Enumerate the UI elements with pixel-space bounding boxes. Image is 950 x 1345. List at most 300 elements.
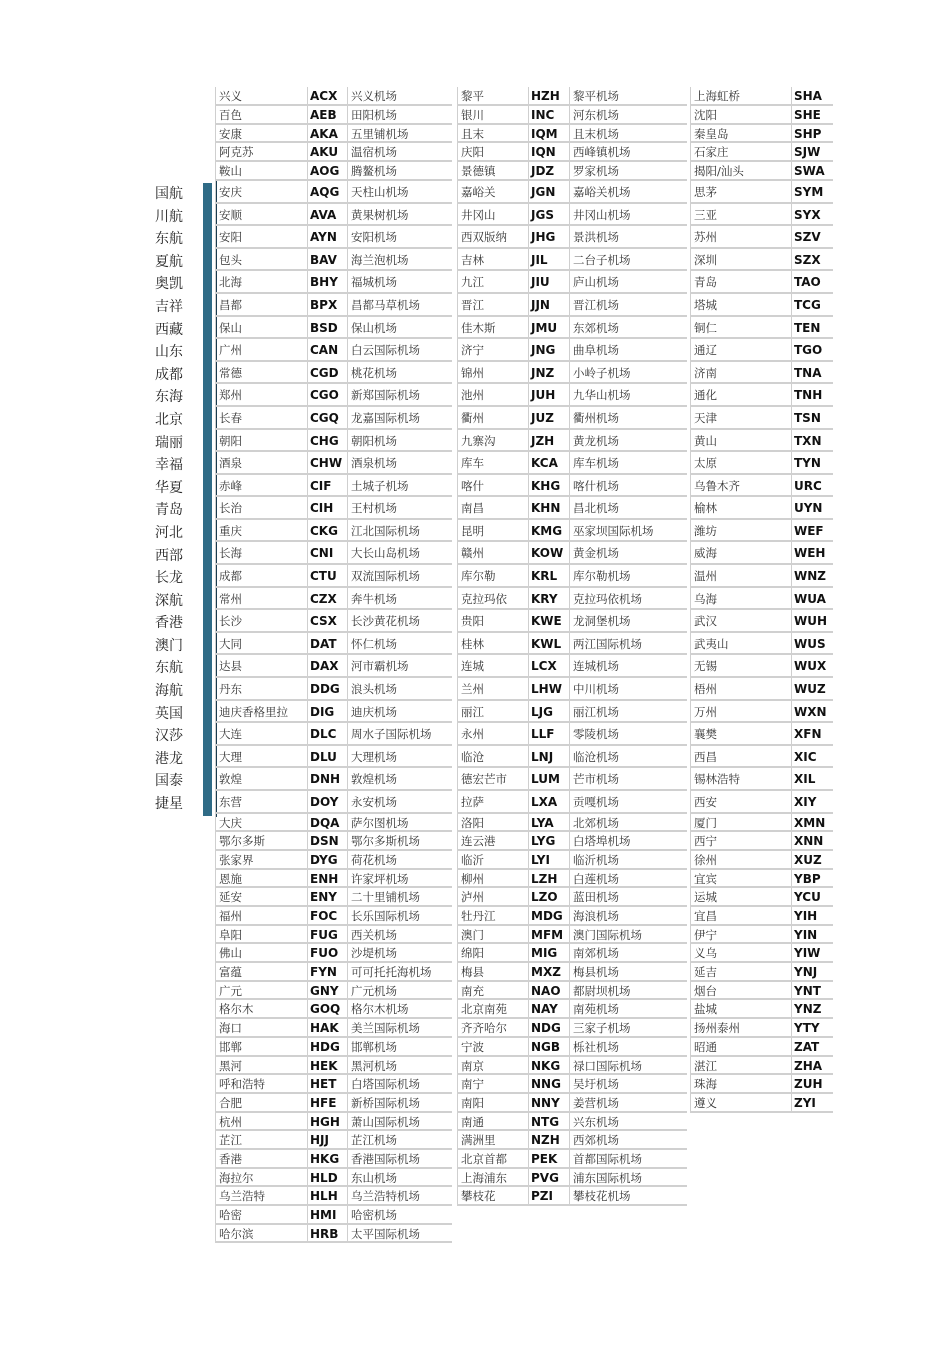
airport-row <box>690 106 833 125</box>
airline-item: 海航 <box>145 680 215 703</box>
airport-row <box>690 1057 833 1076</box>
city-name: 乌海 <box>690 588 795 609</box>
airport-row <box>215 384 452 407</box>
iata-code: PEK <box>528 1150 572 1167</box>
iata-code: AVA <box>307 204 350 225</box>
iata-code: HJJ <box>307 1131 350 1148</box>
city-name: 恩施 <box>215 870 311 887</box>
airport-row <box>457 982 687 1001</box>
airport-row <box>690 678 833 701</box>
airport-row <box>215 475 452 498</box>
city-name: 盐城 <box>690 1000 795 1017</box>
city-name: 攀枝花 <box>457 1187 532 1204</box>
city-name: 赣州 <box>457 542 532 563</box>
airport-name: 昌都马草机场 <box>347 294 456 315</box>
airport-row <box>215 791 452 814</box>
iata-code: CZX <box>307 588 350 609</box>
city-name: 百色 <box>215 106 311 123</box>
city-name: 秦皇岛 <box>690 125 795 142</box>
airport-row <box>215 181 452 204</box>
airport-row <box>457 384 687 407</box>
airline-item: 国泰 <box>145 770 215 793</box>
city-name: 克拉玛依 <box>457 588 532 609</box>
iata-code: JHG <box>528 226 572 247</box>
iata-code: WUH <box>791 610 836 631</box>
airport-row <box>690 982 833 1001</box>
airport-row <box>215 963 452 982</box>
airport-name: 二十里铺机场 <box>347 888 456 905</box>
airline-item: 幸福 <box>145 454 215 477</box>
airport-row <box>215 1131 452 1150</box>
airport-name: 中川机场 <box>569 678 691 699</box>
iata-code: HDG <box>307 1038 350 1055</box>
city-name: 南充 <box>457 982 532 999</box>
iata-code: LZH <box>528 870 572 887</box>
iata-code: NAO <box>528 982 572 999</box>
city-name: 宁波 <box>457 1038 532 1055</box>
airport-row <box>690 944 833 963</box>
iata-code: TXN <box>791 430 836 451</box>
iata-code: SZV <box>791 226 836 247</box>
airport-name: 广元机场 <box>347 982 456 999</box>
city-name: 厦门 <box>690 814 795 831</box>
airport-row <box>457 1169 687 1188</box>
iata-code: FUG <box>307 926 350 943</box>
city-name: 吉林 <box>457 249 532 270</box>
city-name: 佳木斯 <box>457 317 532 338</box>
city-name: 晋江 <box>457 294 532 315</box>
iata-code: SHE <box>791 106 836 123</box>
iata-code: INC <box>528 106 572 123</box>
city-name: 衢州 <box>457 407 532 428</box>
airport-name: 曲阜机场 <box>569 339 691 360</box>
city-name: 武汉 <box>690 610 795 631</box>
airport-name: 吴圩机场 <box>569 1075 691 1092</box>
city-name: 延安 <box>215 888 311 905</box>
airport-name: 周水子国际机场 <box>347 723 456 744</box>
airport-name: 哈密机场 <box>347 1206 456 1223</box>
airport-row <box>457 565 687 588</box>
airport-row <box>690 907 833 926</box>
airport-row <box>690 497 833 520</box>
city-name: 天津 <box>690 407 795 428</box>
airport-name: 朝阳机场 <box>347 430 456 451</box>
iata-code: JGS <box>528 204 572 225</box>
iata-code: ZAT <box>791 1038 836 1055</box>
airport-name: 黄金机场 <box>569 542 691 563</box>
iata-code: NNY <box>528 1094 572 1111</box>
airport-name: 三家子机场 <box>569 1019 691 1036</box>
iata-code: YNT <box>791 982 836 999</box>
airport-name: 王村机场 <box>347 497 456 518</box>
airport-name: 河东机场 <box>569 106 691 123</box>
airport-row <box>215 226 452 249</box>
iata-code: HMI <box>307 1206 350 1223</box>
iata-code: JIL <box>528 249 572 270</box>
airport-row <box>457 226 687 249</box>
city-name: 朝阳 <box>215 430 311 451</box>
airport-name: 龙洞堡机场 <box>569 610 691 631</box>
iata-code: XIC <box>791 746 836 767</box>
iata-code: LCX <box>528 655 572 676</box>
airport-name: 新桥国际机场 <box>347 1094 456 1111</box>
airport-name: 芷江机场 <box>347 1131 456 1148</box>
airport-row <box>215 87 452 106</box>
city-name: 西宁 <box>690 832 795 849</box>
airport-row <box>215 1206 452 1225</box>
iata-code: AQG <box>307 181 350 202</box>
airport-row <box>690 143 833 162</box>
iata-code: ENY <box>307 888 350 905</box>
city-name: 南宁 <box>457 1075 532 1092</box>
airport-name: 海兰泡机场 <box>347 249 456 270</box>
airport-row <box>457 1131 687 1150</box>
airport-row <box>690 832 833 851</box>
iata-code: JIU <box>528 271 572 292</box>
city-name: 安康 <box>215 125 311 142</box>
airport-row <box>690 204 833 227</box>
airport-row <box>215 888 452 907</box>
airline-item: 东海 <box>145 386 215 409</box>
city-name: 思茅 <box>690 181 795 202</box>
airline-item: 港龙 <box>145 748 215 771</box>
airline-item: 北京 <box>145 409 215 432</box>
iata-code: NNG <box>528 1075 572 1092</box>
iata-code: URC <box>791 475 836 496</box>
airport-name: 黎平机场 <box>569 87 691 104</box>
city-name: 库车 <box>457 452 532 473</box>
city-name: 西双版纳 <box>457 226 532 247</box>
airport-row <box>457 633 687 656</box>
city-name: 运城 <box>690 888 795 905</box>
airport-row <box>457 1150 687 1169</box>
airline-item: 成都 <box>145 364 215 387</box>
iata-code: IQN <box>528 143 572 160</box>
iata-code: TCG <box>791 294 836 315</box>
city-name: 扬州泰州 <box>690 1019 795 1036</box>
iata-code: SJW <box>791 143 836 160</box>
airport-row <box>690 633 833 656</box>
airport-column-3 <box>690 87 833 1113</box>
airline-item: 香港 <box>145 612 215 635</box>
airport-row <box>690 701 833 724</box>
city-name: 银川 <box>457 106 532 123</box>
iata-code: NZH <box>528 1131 572 1148</box>
iata-code: LUM <box>528 768 572 789</box>
airport-row <box>215 1075 452 1094</box>
iata-code: JGN <box>528 181 572 202</box>
airport-row <box>215 1225 452 1244</box>
iata-code: PZI <box>528 1187 572 1204</box>
airport-name: 桃花机场 <box>347 362 456 383</box>
airport-row <box>215 851 452 870</box>
airport-name: 怀仁机场 <box>347 633 456 654</box>
airport-name: 库尔勒机场 <box>569 565 691 586</box>
airport-name: 温宿机场 <box>347 143 456 160</box>
iata-code: FUO <box>307 944 350 961</box>
airport-row <box>690 1075 833 1094</box>
city-name: 西昌 <box>690 746 795 767</box>
city-name: 潍坊 <box>690 520 795 541</box>
city-name: 赤峰 <box>215 475 311 496</box>
iata-code: WEF <box>791 520 836 541</box>
airport-name: 且末机场 <box>569 125 691 142</box>
iata-code: NTG <box>528 1113 572 1130</box>
airport-row <box>690 384 833 407</box>
airline-item: 山东 <box>145 341 215 364</box>
iata-code: YIW <box>791 944 836 961</box>
iata-code: LZO <box>528 888 572 905</box>
airport-row <box>457 768 687 791</box>
airport-row <box>457 106 687 125</box>
iata-code: HET <box>307 1075 350 1092</box>
airport-row <box>690 520 833 543</box>
iata-code: FYN <box>307 963 350 980</box>
city-name: 九江 <box>457 271 532 292</box>
iata-code: CAN <box>307 339 350 360</box>
iata-code: WXN <box>791 701 836 722</box>
iata-code: CIH <box>307 497 350 518</box>
city-name: 临沂 <box>457 851 532 868</box>
airport-row <box>215 162 452 181</box>
iata-code: NKG <box>528 1057 572 1074</box>
airport-row <box>690 317 833 340</box>
iata-code: LYG <box>528 832 572 849</box>
city-name: 达县 <box>215 655 311 676</box>
airport-row <box>215 907 452 926</box>
airport-name: 迪庆机场 <box>347 701 456 722</box>
airport-name: 澳门国际机场 <box>569 926 691 943</box>
city-name: 富蕴 <box>215 963 311 980</box>
city-name: 广州 <box>215 339 311 360</box>
city-name: 北京南苑 <box>457 1000 532 1017</box>
city-name: 长沙 <box>215 610 311 631</box>
city-name: 梅县 <box>457 963 532 980</box>
airport-row <box>215 944 452 963</box>
iata-code: TEN <box>791 317 836 338</box>
iata-code: LHW <box>528 678 572 699</box>
airport-name: 巫家坝国际机场 <box>569 520 691 541</box>
airport-name: 长沙黄花机场 <box>347 610 456 631</box>
city-name: 海口 <box>215 1019 311 1036</box>
airport-name: 美兰国际机场 <box>347 1019 456 1036</box>
airport-name: 库车机场 <box>569 452 691 473</box>
city-name: 大连 <box>215 723 311 744</box>
iata-code: IQM <box>528 125 572 142</box>
iata-code: DQA <box>307 814 350 831</box>
city-name: 济南 <box>690 362 795 383</box>
iata-code: MDG <box>528 907 572 924</box>
airport-row <box>215 870 452 889</box>
airline-item: 西部 <box>145 545 215 568</box>
airport-row <box>690 870 833 889</box>
airport-row <box>457 610 687 633</box>
iata-code: TGO <box>791 339 836 360</box>
airline-item: 华夏 <box>145 477 215 500</box>
airport-name: 鄂尔多斯机场 <box>347 832 456 849</box>
iata-code: KOW <box>528 542 572 563</box>
airport-row <box>457 430 687 453</box>
airport-name: 白莲机场 <box>569 870 691 887</box>
airport-name: 临沧机场 <box>569 746 691 767</box>
city-name: 丹东 <box>215 678 311 699</box>
iata-code: LXA <box>528 791 572 812</box>
airport-row <box>457 497 687 520</box>
city-name: 通化 <box>690 384 795 405</box>
airport-row <box>457 143 687 162</box>
city-name: 广元 <box>215 982 311 999</box>
airport-row <box>215 1038 452 1057</box>
airport-name: 西郊机场 <box>569 1131 691 1148</box>
airport-row <box>215 1057 452 1076</box>
city-name: 伊宁 <box>690 926 795 943</box>
airline-item: 东航 <box>145 228 215 251</box>
airport-row <box>690 814 833 833</box>
airport-row <box>215 339 452 362</box>
city-name: 敦煌 <box>215 768 311 789</box>
airport-name: 新郑国际机场 <box>347 384 456 405</box>
city-name: 德宏芒市 <box>457 768 532 789</box>
city-name: 青岛 <box>690 271 795 292</box>
airport-name: 香港国际机场 <box>347 1150 456 1167</box>
city-name: 南昌 <box>457 497 532 518</box>
airport-name: 都尉坝机场 <box>569 982 691 999</box>
airport-row <box>215 497 452 520</box>
airport-row <box>215 926 452 945</box>
city-name: 沈阳 <box>690 106 795 123</box>
airport-name: 九华山机场 <box>569 384 691 405</box>
airport-name: 临沂机场 <box>569 851 691 868</box>
airport-row <box>690 655 833 678</box>
airport-name: 昌北机场 <box>569 497 691 518</box>
airport-row <box>457 87 687 106</box>
city-name: 昭通 <box>690 1038 795 1055</box>
airport-name: 黄龙机场 <box>569 430 691 451</box>
iata-code: XIY <box>791 791 836 812</box>
airport-name: 可可托托海机场 <box>347 963 456 980</box>
iata-code: WUZ <box>791 678 836 699</box>
city-name: 绵阳 <box>457 944 532 961</box>
iata-code: YCU <box>791 888 836 905</box>
iata-code: ZUH <box>791 1075 836 1092</box>
iata-code: SWA <box>791 162 836 179</box>
iata-code: JDZ <box>528 162 572 179</box>
city-name: 遵义 <box>690 1094 795 1111</box>
airport-row <box>690 1094 833 1113</box>
airport-name: 姜营机场 <box>569 1094 691 1111</box>
city-name: 北京首都 <box>457 1150 532 1167</box>
city-name: 阿克苏 <box>215 143 311 160</box>
city-name: 南阳 <box>457 1094 532 1111</box>
iata-code: CHG <box>307 430 350 451</box>
airline-item: 河北 <box>145 522 215 545</box>
airport-name: 河市霸机场 <box>347 655 456 676</box>
airport-row <box>690 181 833 204</box>
city-name: 徐州 <box>690 851 795 868</box>
iata-code: WNZ <box>791 565 836 586</box>
airport-row <box>215 701 452 724</box>
iata-code: AKU <box>307 143 350 160</box>
iata-code: JMU <box>528 317 572 338</box>
city-name: 揭阳/汕头 <box>690 162 795 179</box>
iata-code: XUZ <box>791 851 836 868</box>
airport-row <box>690 768 833 791</box>
airport-name: 乌兰浩特机场 <box>347 1187 456 1204</box>
city-name: 澳门 <box>457 926 532 943</box>
airport-row <box>457 907 687 926</box>
city-name: 万州 <box>690 701 795 722</box>
airport-row <box>457 294 687 317</box>
city-name: 井冈山 <box>457 204 532 225</box>
airport-row <box>690 362 833 385</box>
city-name: 庆阳 <box>457 143 532 160</box>
city-name: 牡丹江 <box>457 907 532 924</box>
airport-name: 首都国际机场 <box>569 1150 691 1167</box>
city-name: 深圳 <box>690 249 795 270</box>
city-name: 长治 <box>215 497 311 518</box>
airline-item: 东航 <box>145 657 215 680</box>
iata-code: YIH <box>791 907 836 924</box>
airport-row <box>690 452 833 475</box>
iata-code: SZX <box>791 249 836 270</box>
iata-code: KWL <box>528 633 572 654</box>
city-name: 丽江 <box>457 701 532 722</box>
airport-row <box>215 542 452 565</box>
city-name: 武夷山 <box>690 633 795 654</box>
iata-code: ENH <box>307 870 350 887</box>
city-name: 义乌 <box>690 944 795 961</box>
iata-code: JNZ <box>528 362 572 383</box>
airport-row <box>457 1075 687 1094</box>
city-name: 且末 <box>457 125 532 142</box>
airport-name: 兴东机场 <box>569 1113 691 1130</box>
airport-name: 邯郸机场 <box>347 1038 456 1055</box>
city-name: 安庆 <box>215 181 311 202</box>
airport-name: 太平国际机场 <box>347 1225 456 1242</box>
airport-name: 攀枝花机场 <box>569 1187 691 1204</box>
airport-name: 连城机场 <box>569 655 691 676</box>
airport-row <box>215 430 452 453</box>
airport-name: 两江国际机场 <box>569 633 691 654</box>
city-name: 湛江 <box>690 1057 795 1074</box>
city-name: 昌都 <box>215 294 311 315</box>
iata-code: TAO <box>791 271 836 292</box>
airport-name: 东山机场 <box>347 1169 456 1186</box>
airport-name: 白塔国际机场 <box>347 1075 456 1092</box>
airport-name: 南郊机场 <box>569 944 691 961</box>
airport-name: 黑河机场 <box>347 1057 456 1074</box>
city-name: 安顺 <box>215 204 311 225</box>
airport-column-1 <box>215 87 452 1243</box>
iata-code: GOQ <box>307 1000 350 1017</box>
city-name: 锦州 <box>457 362 532 383</box>
airline-item: 奥凯 <box>145 273 215 296</box>
city-name: 东营 <box>215 791 311 812</box>
city-name: 重庆 <box>215 520 311 541</box>
iata-code: JNG <box>528 339 572 360</box>
iata-code: YTY <box>791 1019 836 1036</box>
airport-row <box>690 271 833 294</box>
iata-code: HAK <box>307 1019 350 1036</box>
city-name: 永州 <box>457 723 532 744</box>
city-name: 合肥 <box>215 1094 311 1111</box>
iata-code: MIG <box>528 944 572 961</box>
airport-row <box>690 723 833 746</box>
iata-code: KRY <box>528 588 572 609</box>
airport-row <box>690 1019 833 1038</box>
airport-name: 黄果树机场 <box>347 204 456 225</box>
airport-name: 衢州机场 <box>569 407 691 428</box>
